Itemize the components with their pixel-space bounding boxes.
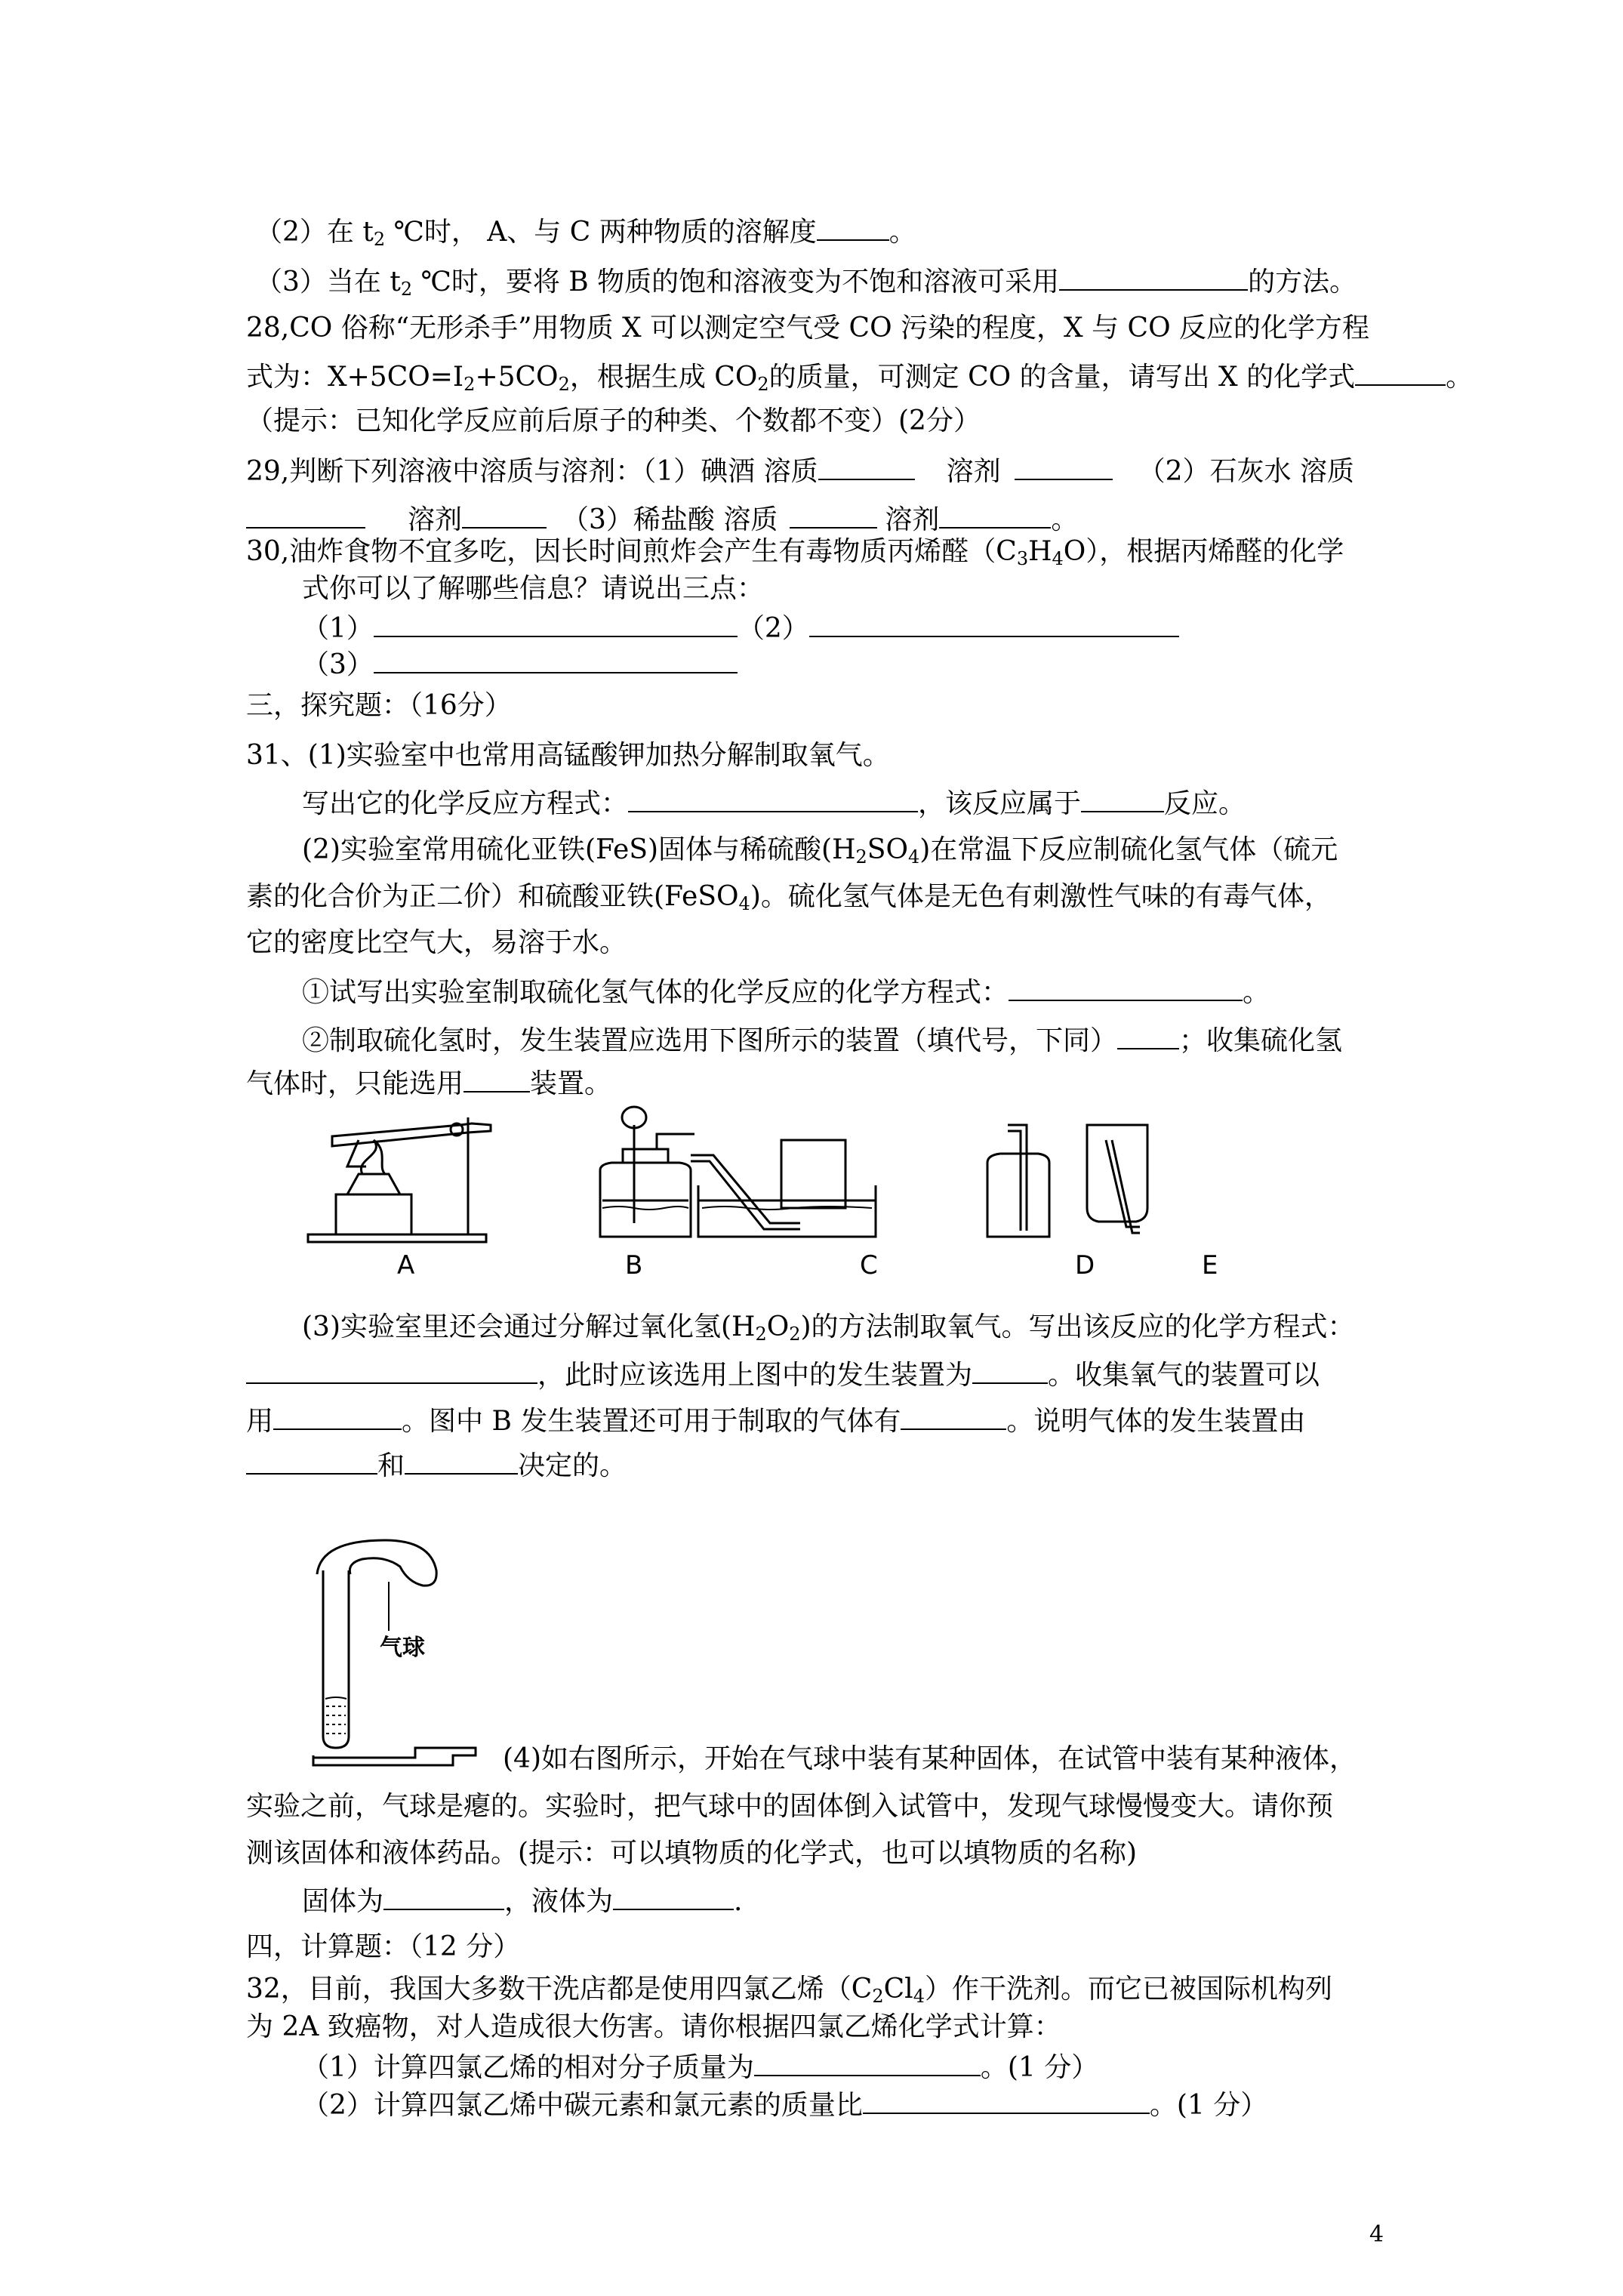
q31-part4-line1: (4)如右图所示，开始在气球中装有某种固体，在试管中装有某种液体， [503, 1743, 1357, 1774]
answer-blank[interactable] [1117, 1022, 1179, 1049]
label-e: E [1202, 1250, 1218, 1281]
answer-blank[interactable] [1015, 453, 1113, 480]
answer-blank[interactable] [273, 1403, 402, 1430]
answer-blank[interactable] [383, 1883, 504, 1910]
label-b: B [625, 1250, 643, 1281]
answer-blank[interactable] [790, 501, 877, 529]
q31-line7: ②制取硫化氢时，发生装置应选用下图所示的装置（填代号，下同） ；收集硫化氢 [302, 1022, 1342, 1058]
q28-line1: 28,CO 俗称“无形杀手”用物质 X 可以测定空气受 CO 污染的程度，X 与 CO 反应的化学方程 [246, 313, 1370, 344]
q31-line5: 它的密度比空气大，易溶于水。 [246, 927, 627, 958]
answer-blank[interactable] [1081, 785, 1164, 812]
q32-line4: （2）计算四氯乙烯中碳元素和氯元素的质量比 。(1 分） [302, 2087, 1267, 2122]
answer-blank[interactable] [817, 214, 889, 241]
answer-blank[interactable] [1009, 974, 1243, 1001]
q31-part4-line3: 测该固体和液体药品。(提示：可以填物质的化学式，也可以填物质的名称) [246, 1838, 1138, 1869]
apparatus-figure [302, 1095, 1313, 1291]
apparatus-a [308, 1117, 491, 1242]
answer-blank[interactable] [246, 501, 365, 529]
apparatus-d [987, 1125, 1049, 1237]
q31-line3: (2)实验室常用硫化亚铁(FeS)固体与稀硫酸$(H_2SO_4)$在常温下反应制硫化氢气体（硫元 [302, 834, 1338, 868]
q32-line1: 32，目前，我国大多数干洗店都是使用四氯乙烯$(C_2Cl_4)$作干洗剂。而它已被国际机构列 [246, 1974, 1332, 2007]
q29-line1: 29,判断下列溶液中溶质与溶剂：（1）碘酒 溶质 溶剂 （2）石灰水 溶质 [246, 453, 1354, 488]
apparatus-b [600, 1107, 694, 1237]
q32-line3: （1）计算四氯乙烯的相对分子质量为 。(1 分） [302, 2049, 1098, 2085]
q32-line2: 为 2A 致癌物，对人造成很大伤害。请你根据四氯乙烯化学式计算： [246, 2011, 1061, 2042]
answer-blank[interactable] [374, 646, 738, 673]
q31-line2: 写出它的化学反应方程式： ，该反应属于 反应。 [302, 785, 1246, 821]
q30-line2: 式你可以了解哪些信息？请说出三点： [302, 573, 765, 604]
q30-items-1-2: （1） （2） [302, 610, 1179, 646]
q31-line6: ①试写出实验室制取硫化氢气体的化学反应的化学方程式： 。 [302, 974, 1270, 1009]
section-3-heading: 三，探究题：（16分） [246, 690, 512, 721]
answer-blank[interactable] [1355, 359, 1446, 386]
answer-blank[interactable] [405, 1447, 518, 1475]
q27-part2: （2）在 $t_2$ ℃时， A、与 C 两种物质的溶解度 。 [255, 214, 916, 249]
q31-part3-line2: ，此时应该选用上图中的发生装置为 。收集氧气的装置可以 [246, 1357, 1320, 1392]
q30-item-3: （3） [302, 646, 738, 682]
page-number: 4 [1369, 2221, 1384, 2248]
q31-part4-line2: 实验之前，气球是瘪的。实验时，把气球中的固体倒入试管中，发现气球慢慢变大。请你预 [246, 1791, 1334, 1822]
answer-blank[interactable] [246, 1447, 377, 1475]
q27-part3: （3）当在 $t_2$ ℃时，要将 B 物质的饱和溶液变为不饱和溶液可采用 的方法。 [255, 264, 1357, 299]
label-d: D [1075, 1250, 1095, 1281]
answer-blank[interactable] [463, 1065, 530, 1093]
apparatus-c [691, 1140, 876, 1237]
q28-line2: 式为：$X+5CO=I_2+5CO_2$，根据生成 $CO_2$的质量，可测定 CO 的含量，请写出 X 的化学式 。 [246, 359, 1473, 394]
answer-blank[interactable] [754, 2049, 981, 2076]
answer-blank[interactable] [939, 501, 1051, 529]
answer-blank[interactable] [901, 1403, 1006, 1430]
answer-blank[interactable] [818, 453, 915, 480]
q31-line1: 31、(1)实验室中也常用高锰酸钾加热分解制取氧气。 [246, 740, 890, 771]
apparatus-e [1087, 1125, 1147, 1233]
section-4-heading: 四，计算题：（12 分） [246, 1931, 521, 1962]
q31-part4-line4: 固体为 ，液体为 . [302, 1883, 742, 1918]
answer-blank[interactable] [863, 2087, 1150, 2114]
q31-part3-line1: (3)实验室里还会通过分解过氧化氢$(H_2O_2)$的方法制取氧气。写出该反应的化学方程式： [302, 1311, 1355, 1345]
answer-blank[interactable] [374, 610, 738, 637]
label-c: C [860, 1250, 878, 1281]
answer-blank[interactable] [972, 1357, 1048, 1384]
q29-line2: 溶剂 （3）稀盐酸 溶质 溶剂 。 [246, 501, 1078, 537]
q28-line3: （提示：已知化学反应前后原子的种类、个数都不变）(2分） [246, 405, 981, 436]
q31-line8: 气体时，只能选用 装置。 [246, 1065, 611, 1101]
answer-blank[interactable] [462, 501, 547, 529]
label-a: A [397, 1250, 415, 1281]
q31-line4: 素的化合价为正二价）和硫酸亚铁(FeSO$_4$)。硫化氢气体是无色有刺激性气味的有毒气体， [246, 881, 1332, 914]
answer-blank[interactable] [628, 785, 918, 812]
answer-blank[interactable] [1059, 264, 1248, 291]
answer-blank[interactable] [613, 1883, 734, 1910]
q30-line1: 30,油炸食物不宜多吃，因长时间煎炸会产生有毒物质丙烯醛$(C_3H_4O)$，根据丙烯醛的化学 [246, 536, 1344, 569]
q31-part3-line3: 用 。图中 B 发生装置还可用于制取的气体有 。说明气体的发生装置由 [246, 1403, 1305, 1438]
balloon-label: 气球 [380, 1635, 425, 1661]
q31-part3-line4: 和 决定的。 [246, 1447, 627, 1483]
answer-blank[interactable] [809, 610, 1179, 637]
answer-blank[interactable] [246, 1357, 537, 1384]
